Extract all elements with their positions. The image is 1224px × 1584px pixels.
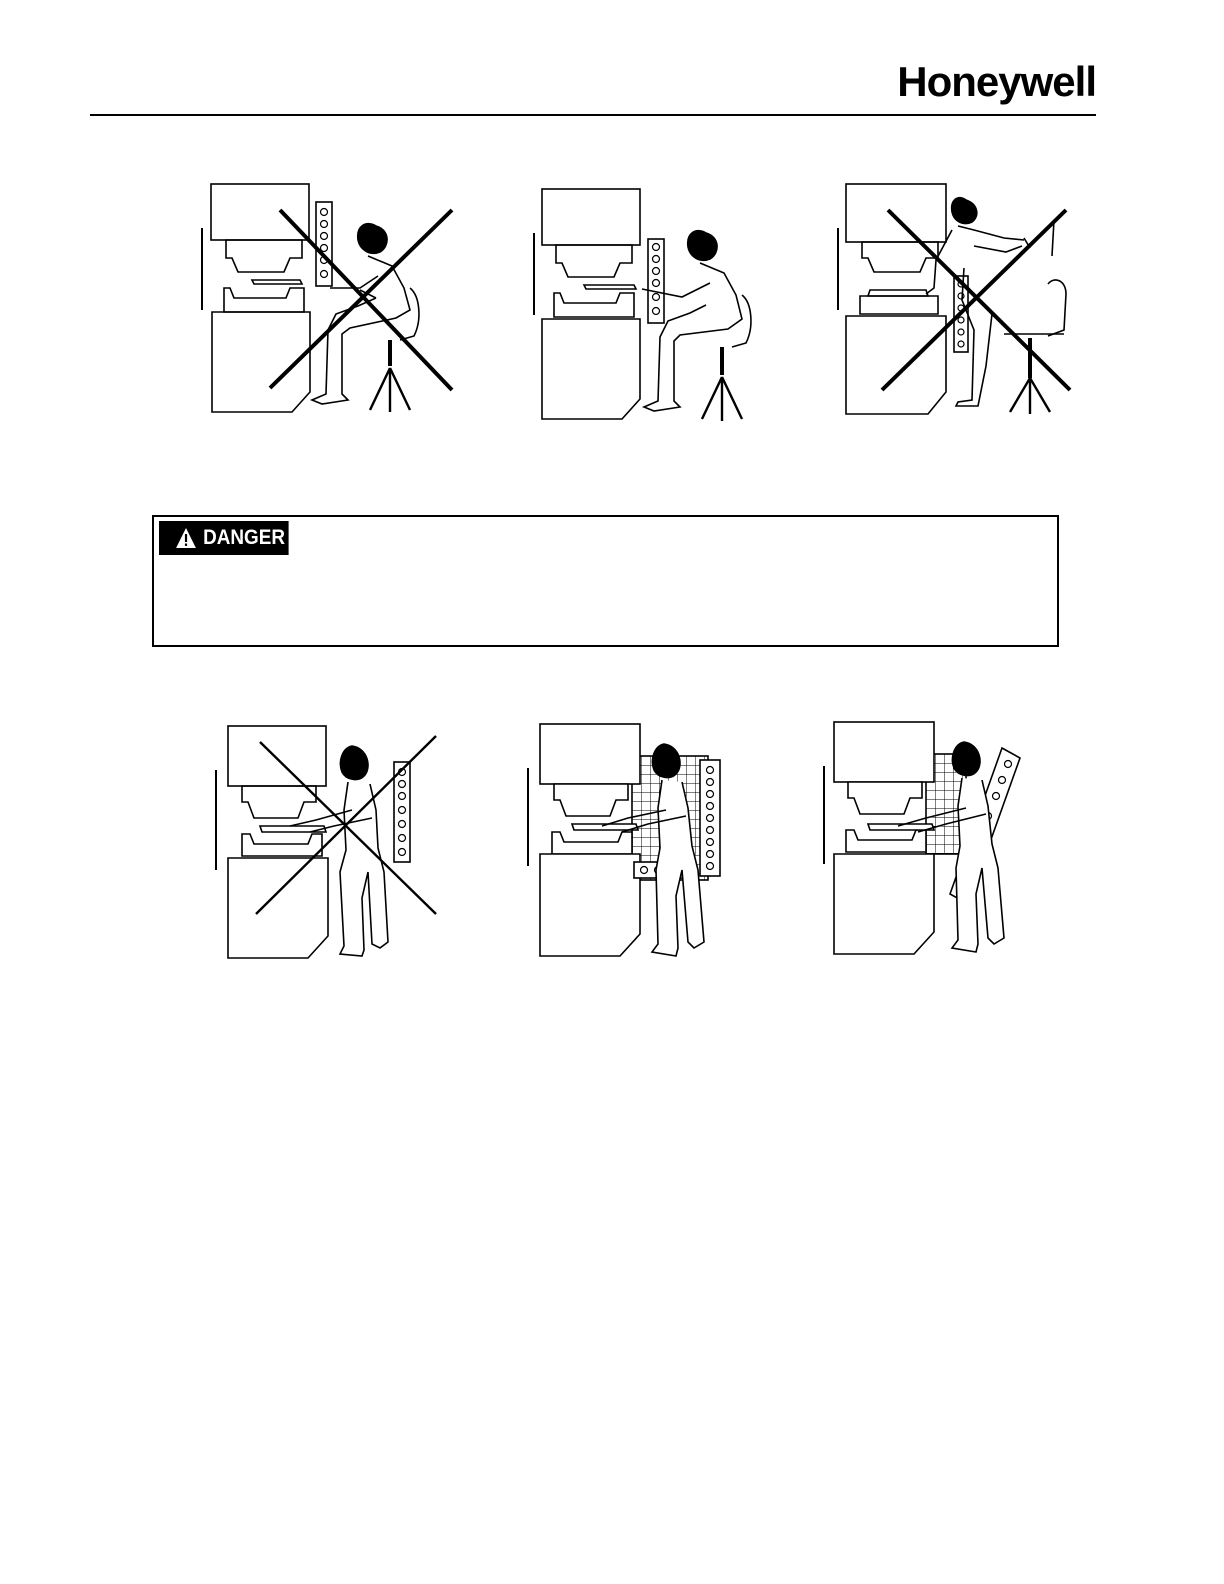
figure-reaching-incorrect bbox=[834, 180, 1084, 420]
danger-label-text: DANGER bbox=[203, 526, 286, 549]
figure-standing-angled-correct bbox=[818, 718, 1034, 962]
figure-seated-incorrect bbox=[200, 180, 462, 420]
brand-logo: Honeywell bbox=[897, 58, 1096, 105]
danger-notice bbox=[152, 515, 1059, 647]
warning-triangle-icon bbox=[175, 527, 197, 549]
header-rule bbox=[90, 114, 1096, 116]
figure-seated-correct bbox=[530, 185, 770, 425]
danger-label bbox=[159, 521, 289, 555]
figure-standing-incorrect bbox=[212, 722, 442, 962]
figure-standing-grid-correct bbox=[524, 720, 734, 962]
